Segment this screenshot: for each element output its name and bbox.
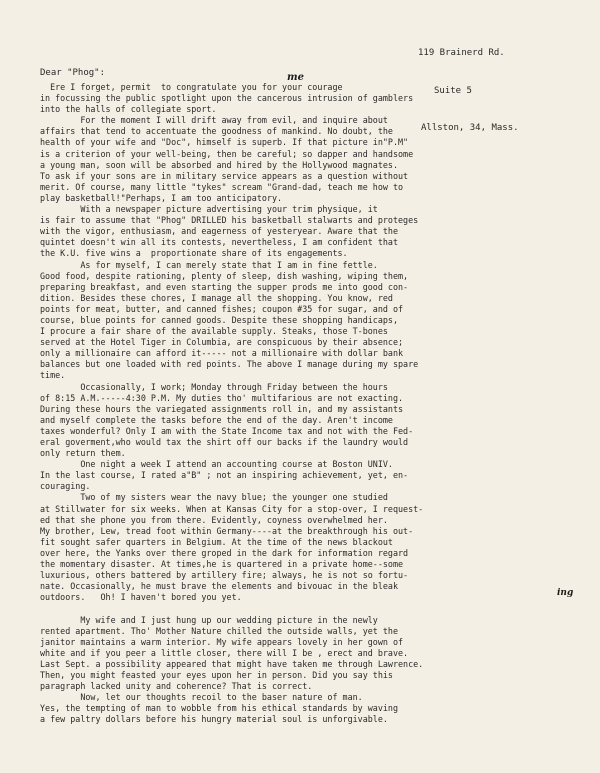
body-line: luxurious, others battered by artillery fire; always, he is not so fortu- <box>40 570 409 581</box>
body-line: and myself complete the tasks before the end of the day. Aren't income <box>40 414 393 425</box>
body-line: ed that she phone you from there. Evidently, coyness overwhelmed her. <box>40 514 388 525</box>
body-line: Last Sept. a possibility appeared that might have taken me through Lawrence. <box>40 658 424 669</box>
address-line: 119 Brainerd Rd. <box>418 48 505 58</box>
body-line: For the moment I will drift away from evil, and inquire about <box>40 115 388 126</box>
body-line: quintet doesn't win all its contests, nevertheless, I am confident that <box>40 237 398 248</box>
body-line: a few paltry dollars before his hungry material soul is unforgivable. <box>40 714 388 725</box>
body-line: course, blue points for canned goods. Despite these shopping handicaps, <box>40 314 398 325</box>
body-line: outdoors. Oh! I haven't bored you yet. <box>40 592 242 603</box>
body-line: Good food, despite rationing, plenty of sleep, dish washing, wiping them, <box>40 270 409 281</box>
body-line: One night a week I attend an accounting course at Boston UNIV. <box>40 459 393 470</box>
handwritten-insertion: me <box>287 72 304 83</box>
body-line: of 8:15 A.M.-----4:30 P.M. My duties tho' multifarious are not exacting. <box>40 392 404 403</box>
body-line: served at the Hotel Tiger in Columbia, are conspicuous by their absence; <box>40 337 404 348</box>
body-line: the K.U. five wins a proportionate share of its engagements. <box>40 248 348 259</box>
body-line: eral goverment,who would tax the shirt off our backs if the laundry would <box>40 437 409 447</box>
body-line: is fair to assume that "Phog" DRILLED his basketball stalwarts and proteges <box>40 215 419 226</box>
body-line: health of your wife and "Doc", himself is superb. If that picture in"P.M" <box>40 137 409 148</box>
body-line: paragraph lacked unity and coherence? That is correct. <box>40 681 313 692</box>
body-line: balances but one loaded with red points. The above I manage during my spare <box>40 359 419 370</box>
body-line: merit. Of course, many little "tykes" scream "Grand-dad, teach me how to <box>40 181 404 192</box>
handwritten-insertion: ing <box>557 588 574 598</box>
body-line: Now, let our thoughts recoil to the baser nature of man. <box>40 692 363 703</box>
address-line: Suite 5 <box>434 85 472 96</box>
body-line: With a newspaper picture advertising your trim physique, it <box>40 204 378 215</box>
body-line: My brother, Lew, tread foot within Germany----at the breakthrough his out- <box>40 525 414 536</box>
body-line: at Stillwater for six weeks. When at Kansas City for a stop-over, I request- <box>40 503 424 514</box>
body-line: rented apartment. Tho' Mother Nature chilled the outside walls, yet the <box>40 625 398 636</box>
salutation: Dear "Phog": <box>40 68 106 78</box>
body-line: To ask if your sons are in military service appears as a question without <box>40 170 409 181</box>
body-line: the momentary disaster. At times,he is quartered in a private home--some <box>40 559 404 570</box>
body-line: nate. Occasionally, he must brave the elements and bivouac in the bleak <box>40 581 398 592</box>
body-line: a young man, soon will be absorbed and hired by the Hollywood magnates. <box>40 159 398 170</box>
body-line: I procure a fair share of the available supply. Steaks, those T-bones <box>40 326 388 337</box>
body-line: Occasionally, I work; Monday through Friday between the hours <box>40 381 388 392</box>
body-line: affairs that tend to accentuate the goodness of mankind. No doubt, the <box>40 126 393 137</box>
body-line: During these hours the variegated assignments roll in, and my assistants <box>40 403 404 414</box>
body-line: only a millionaire can afford it----- not a millionaire with dollar bank <box>40 348 404 359</box>
body-line: My wife and I just hung up our wedding picture in the newly <box>40 614 378 625</box>
body-line: into the halls of collegiate sport. <box>40 104 217 115</box>
body-line: As for myself, I can merely state that I am in fine fettle. <box>40 259 378 270</box>
body-line: couraging. <box>40 481 91 492</box>
body-line: Then, you might feasted your eyes upon her in person. Did you say this <box>40 669 393 680</box>
body-line: Ere I forget, permit to congratulate you for your courage <box>40 82 343 92</box>
body-line: with the vigor, enthusiasm, and eagerness of yesteryear. Aware that the <box>40 226 398 237</box>
body-line: preparing breakfast, and even starting the supper prods me into good con- <box>40 281 409 292</box>
body-line: in focussing the public spotlight upon the cancerous intrusion of gamblers <box>40 93 414 104</box>
body-line: In the last course, I rated a"B" ; not an inspiring achievement, yet, en- <box>40 470 409 481</box>
body-line: janitor maintains a warm interior. My wife appears lovely in her gown of <box>40 636 404 647</box>
body-line: white and if you peer a little closer, there will I be , erect and brave. <box>40 647 409 658</box>
body-line <box>40 603 580 614</box>
address-line: Allston, 34, Mass. <box>421 123 519 133</box>
body-line: play basketball!"Perhaps, I am too anticipatory. <box>40 192 283 203</box>
body-line: taxes wonderful? Only I am with the State Income tax and not with the Fed- <box>40 425 414 436</box>
body-line: is a criterion of your well-being, then be careful; so dapper and handsome <box>40 148 414 159</box>
body-line: Two of my sisters wear the navy blue; the younger one studied <box>40 492 388 503</box>
body-line: dition. Besides these chores, I manage all the shopping. You know, red <box>40 292 393 303</box>
body-line: over here, the Yanks over there groped in the dark for information regard <box>40 547 409 558</box>
body-line: only return them. <box>40 448 126 459</box>
body-line: Yes, the tempting of man to wobble from his ethical standards by waving <box>40 703 398 714</box>
body-line: fit sought safer quarters in Belgium. At the time of the news blackout <box>40 536 393 547</box>
body-line: points for meat, butter, and canned fishes; coupon #35 for sugar, and of <box>40 303 404 314</box>
letter-body <box>40 82 580 725</box>
body-line: time. <box>40 370 66 381</box>
